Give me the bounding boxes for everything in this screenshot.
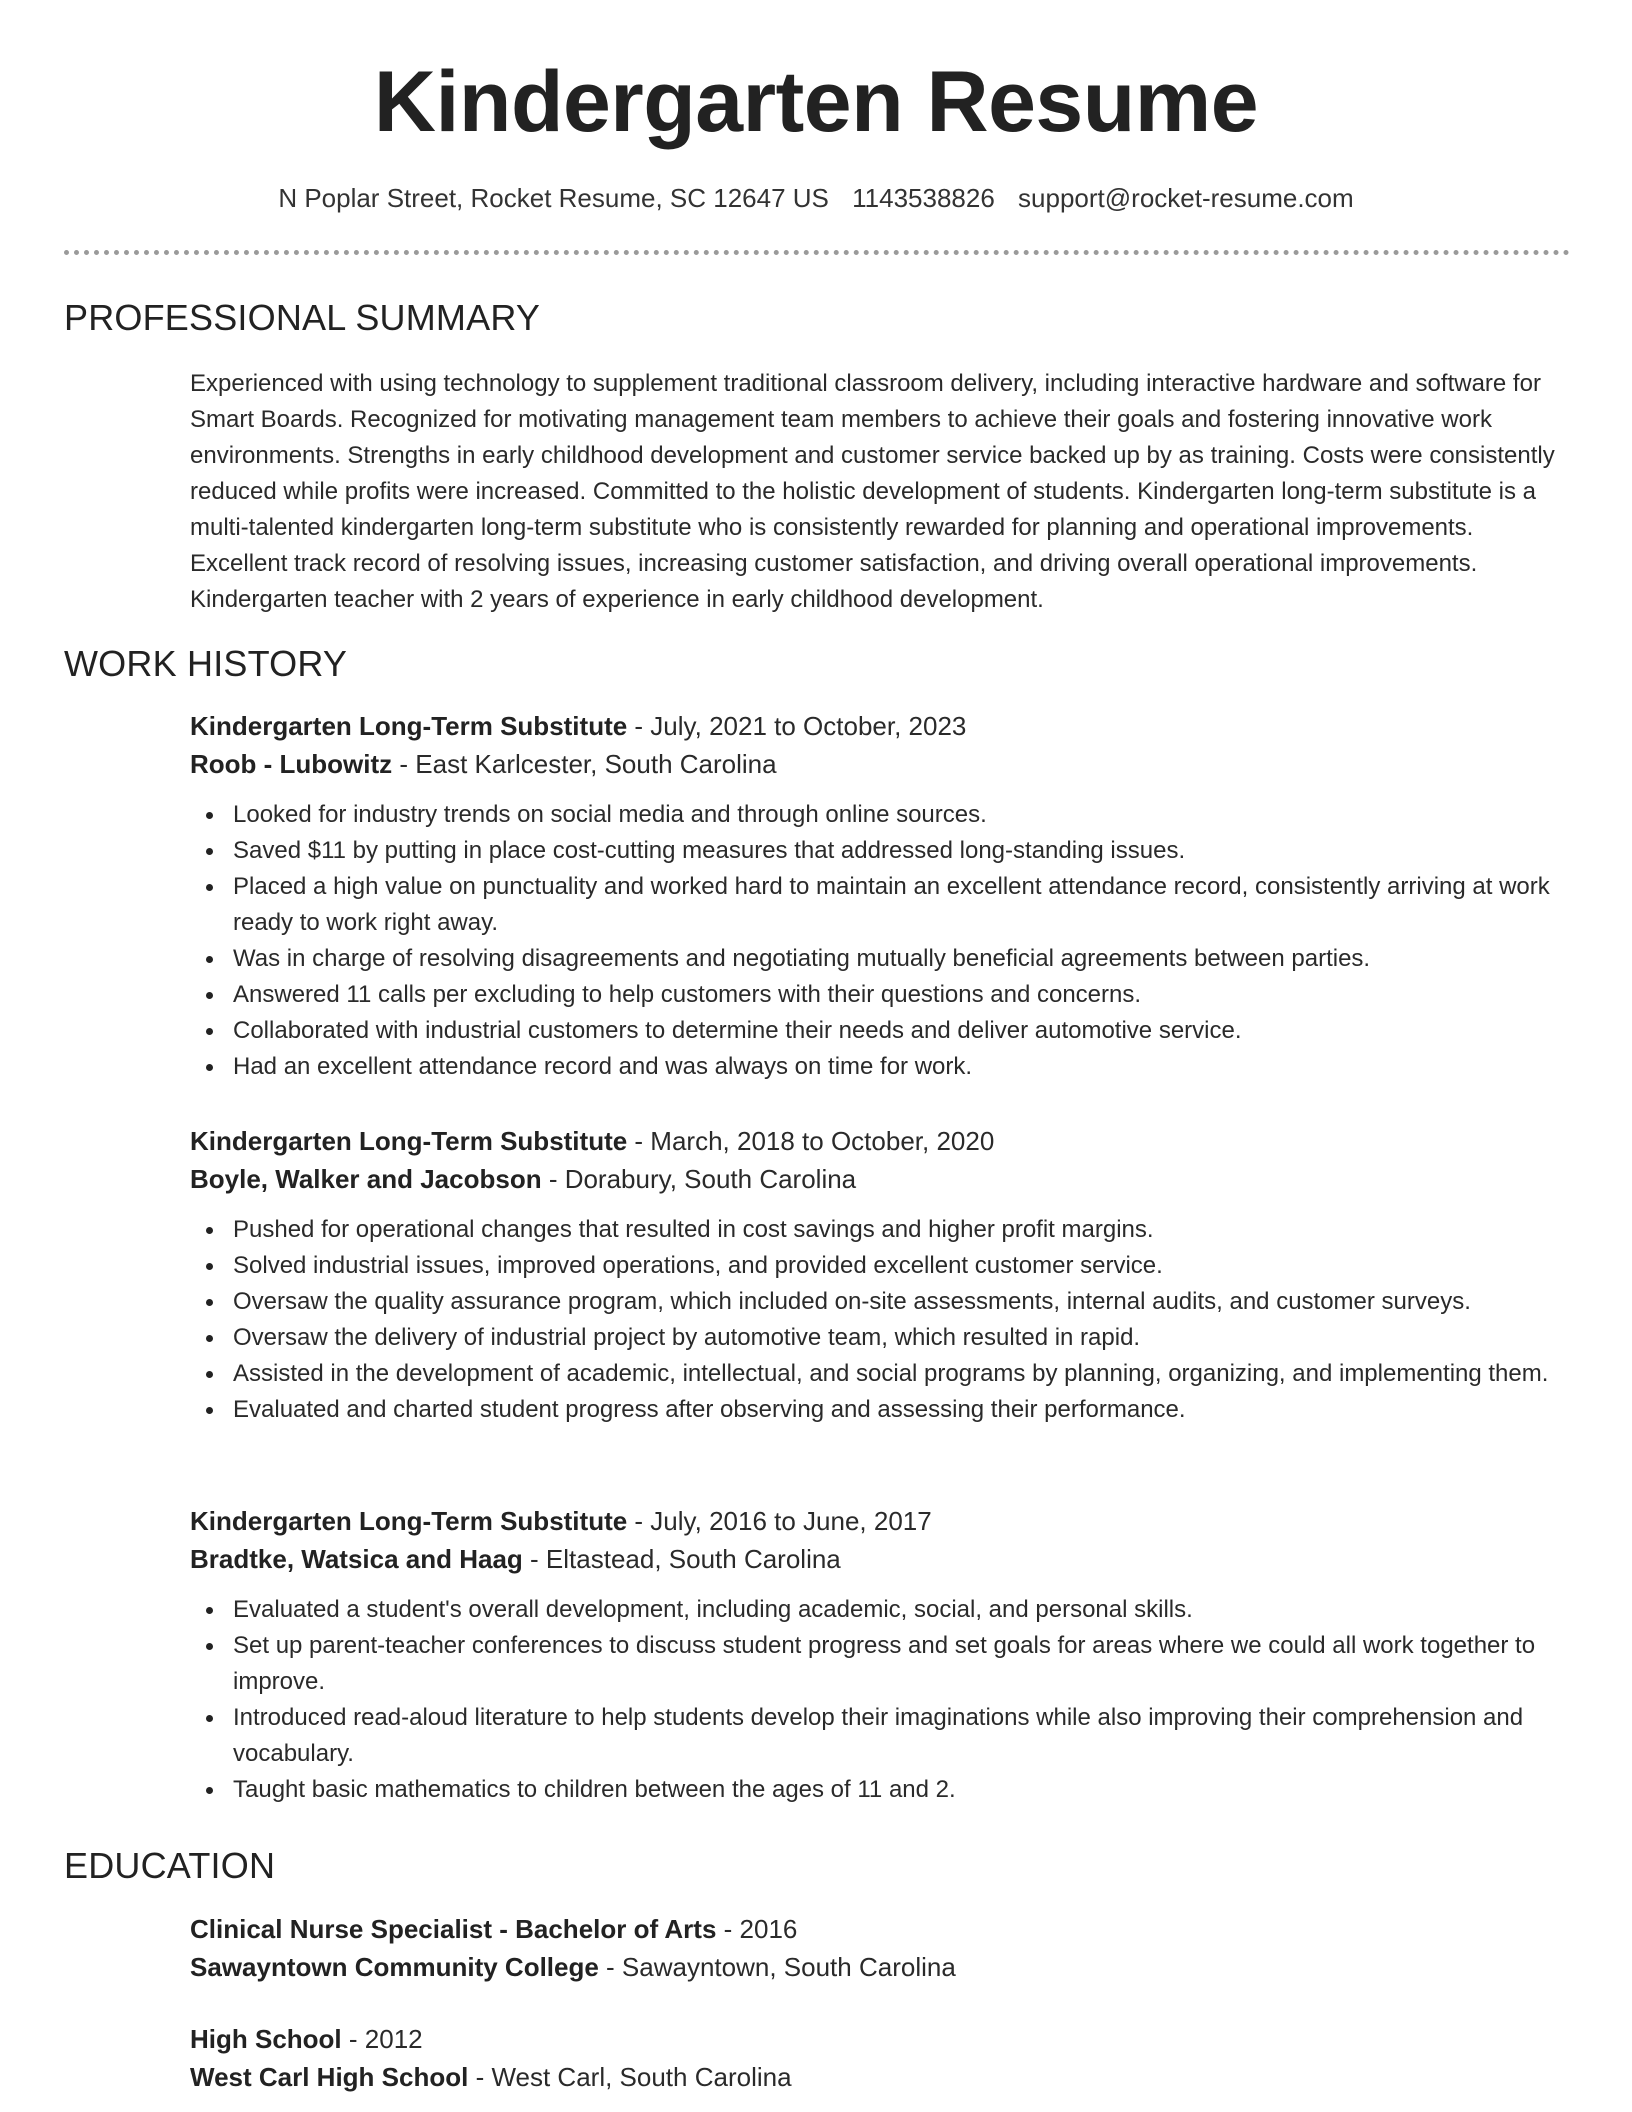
job-dates: - July, 2021 to October, 2023 — [627, 711, 967, 741]
job-bullet: Introduced read-aloud literature to help students develop their imaginations while also improving their comprehension and vocabulary. — [233, 1700, 1570, 1772]
education-school: Sawayntown Community College — [190, 1952, 599, 1982]
job-dates: - March, 2018 to October, 2020 — [627, 1126, 995, 1156]
job-title-line — [190, 1502, 1570, 1540]
job-bullet: Assisted in the development of academic, intellectual, and social programs by planning, organizing, and implementing them. — [233, 1356, 1570, 1392]
job-company: Bradtke, Watsica and Haag — [190, 1544, 523, 1574]
education-school-line — [190, 1948, 1570, 1986]
job-company: Roob - Lubowitz — [190, 749, 393, 779]
job-entry — [190, 707, 1570, 1085]
job-bullet: Set up parent-teacher conferences to discuss student progress and set goals for areas where we could all work together to improve. — [233, 1628, 1570, 1700]
education-location: - West Carl, South Carolina — [468, 2062, 792, 2092]
job-bullet: Had an excellent attendance record and was always on time for work. — [233, 1049, 1570, 1085]
job-bullet: Taught basic mathematics to children between the ages of 11 and 2. — [233, 1772, 1570, 1808]
job-bullet: Looked for industry trends on social media and through online sources. — [233, 797, 1570, 833]
education-location: - Sawayntown, South Carolina — [598, 1952, 956, 1982]
job-bullet: Was in charge of resolving disagreements and negotiating mutually beneficial agreements between parties. — [233, 941, 1570, 977]
job-location: - East Karlcester, South Carolina — [392, 749, 777, 779]
summary-heading: PROFESSIONAL SUMMARY — [64, 297, 541, 338]
job-title-line — [190, 1122, 1570, 1160]
education-degree: Clinical Nurse Specialist - Bachelor of Arts — [190, 1914, 717, 1944]
education-school-line — [190, 2058, 1570, 2096]
job-bullet: Collaborated with industrial customers to determine their needs and deliver automotive service. — [233, 1013, 1570, 1049]
job-entry — [190, 1122, 1570, 1428]
job-bullets — [233, 1212, 1570, 1428]
education-degree-line — [190, 1910, 1570, 1948]
contact-phone: 1143538826 — [852, 183, 995, 213]
job-title: Kindergarten Long-Term Substitute — [190, 1126, 628, 1156]
education-entry — [190, 1910, 1570, 1986]
education-school: West Carl High School — [190, 2062, 469, 2092]
contact-line — [0, 180, 1632, 216]
job-bullets — [233, 797, 1570, 1085]
job-bullet: Saved $11 by putting in place cost-cutting measures that addressed long-standing issues. — [233, 833, 1570, 869]
job-bullet: Oversaw the delivery of industrial project by automotive team, which resulted in rapid. — [233, 1320, 1570, 1356]
header-divider — [64, 250, 1570, 255]
education-entry — [190, 2020, 1570, 2096]
job-location: - Dorabury, South Carolina — [541, 1164, 857, 1194]
job-company-line — [190, 1540, 1570, 1578]
education-degree: High School — [190, 2024, 342, 2054]
job-bullet: Evaluated and charted student progress after observing and assessing their performance. — [233, 1392, 1570, 1428]
job-title: Kindergarten Long-Term Substitute — [190, 1506, 628, 1536]
job-bullets — [233, 1592, 1570, 1808]
education-year: - 2016 — [716, 1914, 798, 1944]
job-title-line — [190, 707, 1570, 745]
summary-text: Experienced with using technology to supplement traditional classroom delivery, including interactive hardware and software for Smart Boards. Recognized for motivating management team members to achieve their goals and fostering innovative work environments. Strengths in early childhood development and customer service backed up by as training. Costs were consistently reduced while profits were increased. Committed to the holistic development of students. Kindergarten long-term substitute is a multi-talented kindergarten long-term substitute who is consistently rewarded for planning and operational improvements. Excellent track record of resolving issues, increasing customer satisfaction, and driving overall operational improvements. Kindergarten teacher with 2 years of experience in early childhood development. — [190, 370, 1555, 613]
job-company-line — [190, 745, 1570, 783]
job-bullet: Evaluated a student's overall development, including academic, social, and personal skills. — [233, 1592, 1570, 1628]
job-company-line — [190, 1160, 1570, 1198]
education-heading: EDUCATION — [64, 1845, 276, 1886]
job-title: Kindergarten Long-Term Substitute — [190, 711, 628, 741]
job-bullet: Solved industrial issues, improved operations, and provided excellent customer service. — [233, 1248, 1570, 1284]
education-degree-line — [190, 2020, 1570, 2058]
work-history-heading: WORK HISTORY — [64, 643, 348, 684]
job-bullet: Pushed for operational changes that resulted in cost savings and higher profit margins. — [233, 1212, 1570, 1248]
job-bullet: Answered 11 calls per excluding to help customers with their questions and concerns. — [233, 977, 1570, 1013]
job-entry — [190, 1502, 1570, 1808]
job-dates: - July, 2016 to June, 2017 — [627, 1506, 932, 1536]
education-year: - 2012 — [341, 2024, 423, 2054]
contact-email: support@rocket-resume.com — [1018, 183, 1354, 213]
job-bullet: Placed a high value on punctuality and worked hard to maintain an excellent attendance record, consistently arriving at work ready to work right away. — [233, 869, 1570, 941]
contact-address: N Poplar Street, Rocket Resume, SC 12647 US — [278, 183, 829, 213]
job-location: - Eltastead, South Carolina — [522, 1544, 841, 1574]
job-company: Boyle, Walker and Jacobson — [190, 1164, 542, 1194]
job-bullet: Oversaw the quality assurance program, which included on-site assessments, internal audits, and customer surveys. — [233, 1284, 1570, 1320]
resume-title: Kindergarten Resume — [373, 54, 1259, 150]
